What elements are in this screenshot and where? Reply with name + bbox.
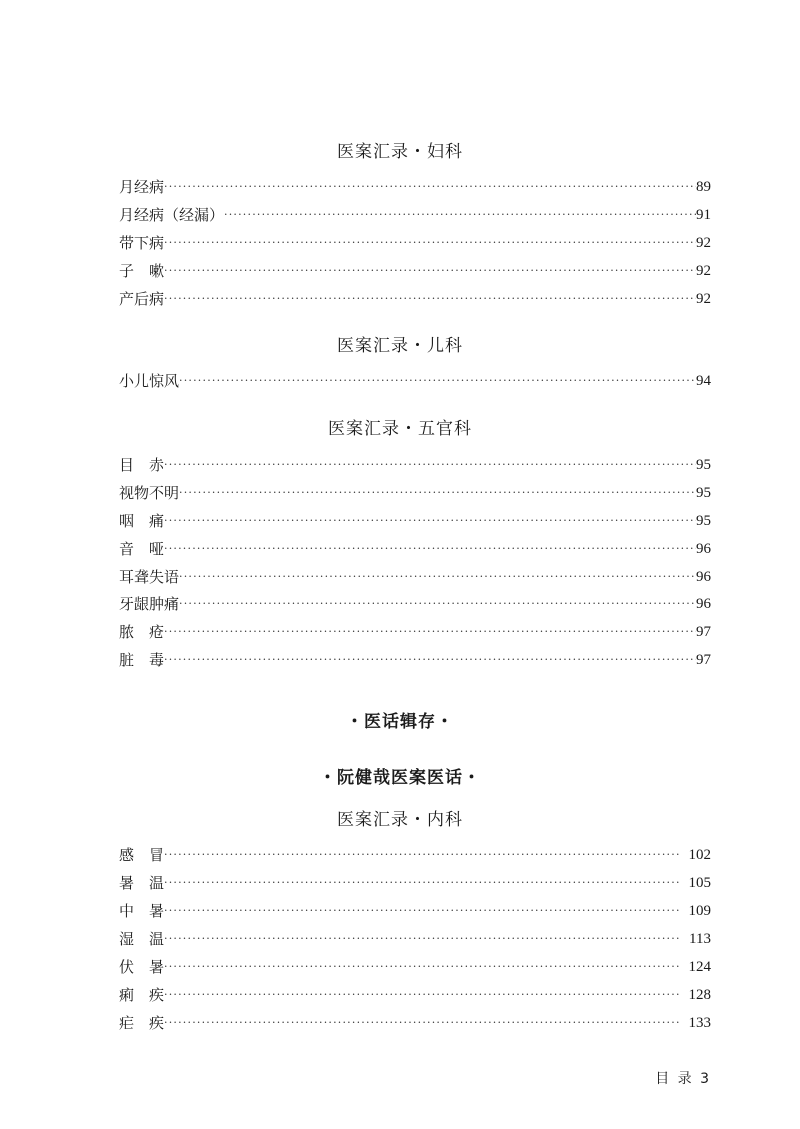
toc-leader-dots bbox=[164, 847, 678, 865]
toc-leader-dots bbox=[179, 373, 696, 391]
section-heading-gynecology: 医案汇录・妇科 bbox=[337, 142, 463, 162]
toc-entry-page: 96 bbox=[696, 596, 711, 612]
toc-entry-title: 中 暑 bbox=[119, 902, 165, 920]
part-title: ・医话辑存・ bbox=[346, 712, 454, 732]
toc-leader-dots bbox=[164, 903, 678, 921]
toc-leader-dots bbox=[164, 1015, 678, 1033]
toc-leader-dots bbox=[224, 207, 696, 225]
toc-entry[interactable] bbox=[119, 955, 711, 977]
toc-entry[interactable] bbox=[119, 843, 711, 865]
toc-leader-dots bbox=[164, 652, 696, 670]
toc-entry-page: 128 bbox=[688, 987, 711, 1003]
toc-entry-page: 133 bbox=[688, 1015, 711, 1031]
toc-entry-title: 视物不明 bbox=[119, 484, 180, 502]
toc-entry-title: 目 赤 bbox=[119, 456, 165, 474]
toc-entry-page: 97 bbox=[696, 624, 711, 640]
toc-leader-dots bbox=[164, 541, 696, 559]
toc-leader-dots bbox=[179, 596, 696, 614]
toc-leader-dots bbox=[164, 987, 678, 1005]
toc-entry[interactable] bbox=[119, 509, 711, 531]
book-title: ・阮健哉医案医话・ bbox=[319, 768, 481, 788]
toc-entry[interactable] bbox=[119, 231, 711, 253]
toc-entry-title: 月经病（经漏） bbox=[119, 206, 225, 224]
toc-entry[interactable] bbox=[119, 648, 711, 670]
toc-leader-dots bbox=[179, 485, 696, 503]
toc-entry[interactable] bbox=[119, 899, 711, 921]
toc-leader-dots bbox=[179, 569, 696, 587]
toc-entry[interactable] bbox=[119, 620, 711, 642]
toc-entry[interactable] bbox=[119, 871, 711, 893]
toc-entry[interactable] bbox=[119, 203, 711, 225]
toc-entry[interactable] bbox=[119, 481, 711, 503]
toc-entry[interactable] bbox=[119, 175, 711, 197]
toc-leader-dots bbox=[164, 875, 678, 893]
toc-entry-title: 脏 毒 bbox=[119, 651, 165, 669]
toc-entry[interactable] bbox=[119, 592, 711, 614]
toc-entry-page: 92 bbox=[696, 235, 711, 251]
toc-entry-page: 91 bbox=[696, 207, 711, 223]
toc-entry-page: 96 bbox=[696, 541, 711, 557]
toc-entry[interactable] bbox=[119, 927, 711, 949]
toc-entry[interactable] bbox=[119, 537, 711, 559]
toc-entry-page: 95 bbox=[696, 457, 711, 473]
toc-entry-title: 小儿惊风 bbox=[119, 372, 180, 390]
toc-entry-page: 92 bbox=[696, 263, 711, 279]
toc-entry-page: 102 bbox=[688, 847, 711, 863]
toc-leader-dots bbox=[164, 931, 679, 949]
toc-entry-page: 105 bbox=[688, 875, 711, 891]
toc-entry-page: 109 bbox=[688, 903, 711, 919]
toc-entry[interactable] bbox=[119, 287, 711, 309]
toc-entry[interactable] bbox=[119, 369, 711, 391]
toc-entry-title: 暑 温 bbox=[119, 874, 165, 892]
toc-leader-dots bbox=[164, 959, 678, 977]
toc-entry-title: 音 哑 bbox=[119, 540, 165, 558]
toc-entry[interactable] bbox=[119, 1011, 711, 1033]
section-heading-ent: 医案汇录・五官科 bbox=[328, 419, 472, 439]
toc-entry-page: 89 bbox=[696, 179, 711, 195]
toc-entry-page: 96 bbox=[696, 569, 711, 585]
toc-entry-title: 带下病 bbox=[119, 234, 165, 252]
toc-entry-title: 脓 疮 bbox=[119, 623, 165, 641]
page-footer: 目 录 3 bbox=[655, 1071, 711, 1087]
toc-entry-page: 97 bbox=[696, 652, 711, 668]
toc-entry-page: 124 bbox=[688, 959, 711, 975]
toc-entry-title: 产后病 bbox=[119, 290, 165, 308]
toc-leader-dots bbox=[164, 263, 696, 281]
section-heading-pediatrics: 医案汇录・儿科 bbox=[337, 336, 463, 356]
toc-entry-title: 伏 暑 bbox=[119, 958, 165, 976]
toc-entry-title: 湿 温 bbox=[119, 930, 165, 948]
toc-entry-page: 94 bbox=[696, 373, 711, 389]
section-heading-internal-medicine: 医案汇录・内科 bbox=[337, 810, 463, 830]
toc-entry[interactable] bbox=[119, 259, 711, 281]
toc-leader-dots bbox=[164, 291, 696, 309]
toc-entry-title: 耳聋失语 bbox=[119, 568, 180, 586]
toc-entry-title: 月经病 bbox=[119, 178, 165, 196]
toc-entry-page: 113 bbox=[689, 931, 711, 947]
toc-leader-dots bbox=[164, 179, 696, 197]
toc-leader-dots bbox=[164, 235, 696, 253]
toc-entry-title: 子 嗽 bbox=[119, 262, 165, 280]
toc-entry[interactable] bbox=[119, 565, 711, 587]
toc-leader-dots bbox=[164, 457, 696, 475]
toc-entry-page: 92 bbox=[696, 291, 711, 307]
toc-entry-page: 95 bbox=[696, 485, 711, 501]
toc-entry-title: 咽 痛 bbox=[119, 512, 165, 530]
toc-entry-page: 95 bbox=[696, 513, 711, 529]
toc-entry-title: 疟 疾 bbox=[119, 1014, 165, 1032]
toc-leader-dots bbox=[164, 513, 696, 531]
toc-entry[interactable] bbox=[119, 983, 711, 1005]
toc-leader-dots bbox=[164, 624, 696, 642]
toc-entry-title: 痢 疾 bbox=[119, 986, 165, 1004]
toc-entry-title: 感 冒 bbox=[119, 846, 165, 864]
toc-entry[interactable] bbox=[119, 453, 711, 475]
toc-entry-title: 牙龈肿痛 bbox=[119, 595, 180, 613]
